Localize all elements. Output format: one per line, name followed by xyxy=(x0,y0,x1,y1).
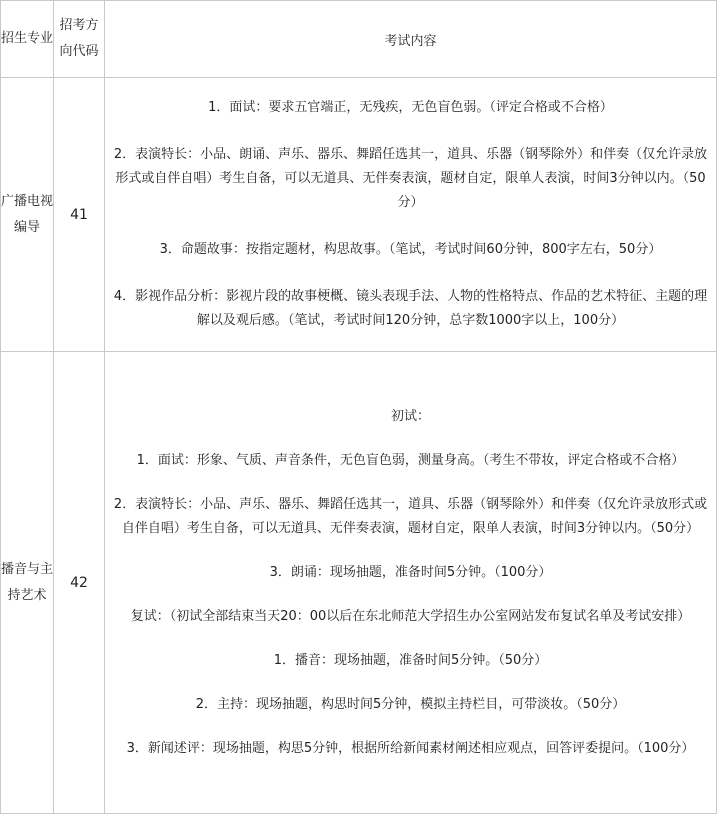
direction-code: 41 xyxy=(70,206,88,223)
code-cell xyxy=(54,352,105,814)
major-cell xyxy=(1,352,54,814)
exam-item: 2．表演特长：小品、朗诵、声乐、器乐、舞蹈任选其一，道具、乐器（钢琴除外）和伴奏（仅允许录放形式或自伴自唱）考生自备，可以无道具、无伴奏表演，题材自定，限单人表演，时间3分钟以内。（50分） xyxy=(113,147,708,210)
exam-item: 2．主持：现场抽题，构思时间5分钟，模拟主持栏目，可带淡妆。（50分） xyxy=(195,696,626,712)
header-major xyxy=(1,1,54,78)
spacer xyxy=(105,473,716,493)
spacer xyxy=(105,429,716,449)
exam-item: 3．新闻述评：现场抽题，构思5分钟，根据所给新闻素材阐述相应观点，回答评委提问。（100分） xyxy=(126,740,695,756)
direction-code: 42 xyxy=(70,574,88,591)
header-content-text: 考试内容 xyxy=(384,33,437,49)
exam-item: 1．面试：要求五官端正，无残疾，无色盲色弱。（评定合格或不合格） xyxy=(208,100,613,115)
spacer xyxy=(105,717,716,737)
section-label: 复试：（初试全部结束当天20：00以后在东北师范大学招生办公室网站发布复试名单及考试安排） xyxy=(130,608,691,624)
header-major-text: 招生专业 xyxy=(1,31,54,46)
table-header-row xyxy=(1,1,717,78)
major-name: 播音与主持艺术 xyxy=(1,561,54,603)
exam-item: 1．播音：现场抽题，准备时间5分钟。（50分） xyxy=(273,652,548,668)
spacer xyxy=(105,215,716,238)
spacer xyxy=(105,629,716,649)
content-cell xyxy=(105,352,717,814)
header-code-text: 招考方向代码 xyxy=(59,18,99,59)
major-cell xyxy=(1,78,54,352)
spacer xyxy=(105,541,716,561)
table-row xyxy=(1,352,717,814)
exam-item: 3．朗诵：现场抽题，准备时间5分钟。（100分） xyxy=(269,564,552,580)
header-content xyxy=(105,1,717,78)
spacer xyxy=(105,585,716,605)
table-row xyxy=(1,78,717,352)
exam-item: 3．命题故事：按指定题材，构思故事。（笔试，考试时间60分钟，800字左右，50分） xyxy=(159,242,662,257)
exam-item: 1．面试：形象、气质、声音条件，无色盲色弱，测量身高。（考生不带妆，评定合格或不合格） xyxy=(136,452,685,468)
header-code xyxy=(54,1,105,78)
major-name: 广播电视编导 xyxy=(1,193,54,235)
section-label: 初试： xyxy=(390,408,430,424)
exam-item: 4．影视作品分析：影视片段的故事梗概、镜头表现手法、人物的性格特点、作品的艺术特征、主题的理解以及观后感。（笔试，考试时间120分钟，总字数1000字以上，100分） xyxy=(113,289,708,328)
code-cell xyxy=(54,78,105,352)
exam-item: 2．表演特长：小品、声乐、器乐、舞蹈任选其一，道具、乐器（钢琴除外）和伴奏（仅允许录放形式或自伴自唱）考生自备，可以无道具、无伴奏表演，题材自定，限单人表演，时间3分钟以内。（50分） xyxy=(113,496,708,536)
spacer xyxy=(105,262,716,285)
spacer xyxy=(105,120,716,143)
spacer xyxy=(105,673,716,693)
content-cell xyxy=(105,78,717,352)
